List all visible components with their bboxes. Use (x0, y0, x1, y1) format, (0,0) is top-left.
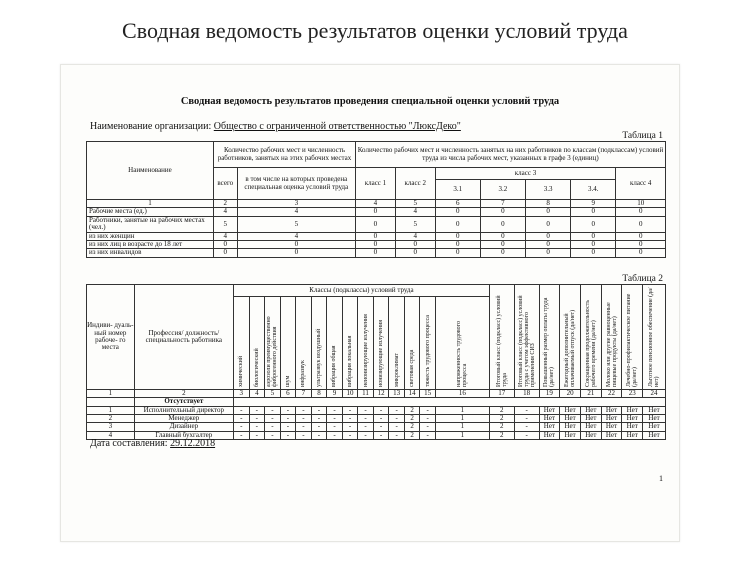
t2-cell: 2 (404, 423, 420, 431)
t1-cell: 0 (526, 216, 571, 232)
t2-section-label: Отсутствует (134, 398, 233, 406)
table1-label: Таблица 1 (622, 131, 663, 141)
t2-row-number: 3 (87, 423, 135, 431)
organization-line (90, 121, 461, 132)
t2-header-extra (489, 285, 514, 390)
t2-header-factor-label: вибрация общая (331, 345, 338, 387)
t2-cell: - (234, 423, 250, 431)
t2-column-number: 1 (87, 390, 135, 398)
t2-header-factor-label: шум (284, 375, 291, 387)
t2-row-number: 4 (87, 431, 135, 439)
t1-column-number: 5 (395, 200, 435, 208)
t2-header-extra-label: Лечебно-профилактическое питание (да/нет) (626, 293, 639, 387)
t2-cell: Нет (622, 415, 643, 423)
t2-header-factor-label: тяжесть трудового процесса (424, 315, 431, 387)
t2-cell: - (327, 415, 343, 423)
table-row (87, 406, 666, 414)
t2-cell: - (514, 415, 539, 423)
t2-cell: - (234, 406, 250, 414)
slide-title: Сводная ведомость результатов оценки условий труда (122, 18, 628, 43)
t1-row-label: Рабочие места (ед.) (87, 208, 214, 216)
t1-cell: 0 (571, 208, 616, 216)
t2-header-factor-label: аэрозоли преимущественно фиброгенного действия (266, 316, 279, 387)
t1-cell: 0 (395, 249, 435, 257)
t2-column-number: 2 (134, 390, 233, 398)
t2-header-extra-label: Итоговый класс (подкласс) условий труда (495, 295, 508, 387)
t2-header-factor (358, 297, 374, 390)
t2-cell: Нет (560, 406, 581, 414)
t2-cell: Нет (643, 423, 666, 431)
date-value: 29.12.2018 (170, 438, 216, 449)
t2-row-profession: Главный бухгалтер (134, 431, 233, 439)
t1-header-sub34: 3.4. (571, 180, 616, 200)
t2-cell: - (420, 406, 436, 414)
t1-column-number: 6 (435, 200, 480, 208)
t2-cell: Нет (601, 406, 622, 414)
t1-cell: 0 (571, 232, 616, 240)
t2-cell: Нет (643, 406, 666, 414)
t2-header-extra (622, 285, 643, 390)
t1-column-number: 4 (356, 200, 396, 208)
t1-row-label: Работники, занятые на рабочих местах (чел.) (87, 216, 214, 232)
t2-cell: 2 (489, 415, 514, 423)
t2-cell: Нет (580, 415, 601, 423)
t2-row-profession: Менеджер (134, 415, 233, 423)
t1-column-number: 9 (571, 200, 616, 208)
t1-column-number: 2 (213, 200, 237, 208)
t2-header-extra (580, 285, 601, 390)
t2-cell: - (389, 423, 405, 431)
t2-header-factor-label: химический (238, 355, 245, 387)
t2-header-factor (404, 297, 420, 390)
t2-cell: - (342, 431, 358, 439)
t2-cell: Нет (580, 431, 601, 439)
t2-cell: - (296, 423, 312, 431)
t2-cell: 2 (404, 431, 420, 439)
t1-column-number: 8 (526, 200, 571, 208)
table-row (87, 241, 666, 249)
t2-cell: - (327, 423, 343, 431)
t2-header-extra-label: Молоко или другие равноценные пищевые продукты (да/нет) (605, 302, 618, 387)
t1-header-sub31: 3.1 (435, 180, 480, 200)
t2-cell: - (280, 431, 296, 439)
t2-column-number: 4 (249, 390, 265, 398)
t1-header-name: Наименование (87, 142, 214, 200)
t2-cell: - (514, 431, 539, 439)
t2-header-extra (539, 285, 560, 390)
t2-cell: Нет (580, 423, 601, 431)
t2-cell: Нет (622, 423, 643, 431)
t2-column-number: 21 (580, 390, 601, 398)
t2-header-factor-label: биологический (253, 348, 260, 387)
table-row (87, 249, 666, 257)
t2-cell: - (358, 431, 374, 439)
t2-header-factor-label: микроклимат (393, 353, 400, 387)
t2-cell: - (265, 423, 281, 431)
t2-cell: 2 (404, 415, 420, 423)
t2-cell: - (280, 406, 296, 414)
t2-cell: - (296, 415, 312, 423)
t1-header-class4: класс 4 (616, 168, 666, 200)
t2-header-ind-no: Индиви- дуаль- ный номер рабоче- го места (87, 285, 135, 390)
t1-cell: 0 (571, 249, 616, 257)
t1-cell: 0 (480, 216, 525, 232)
t1-header-total: всего (213, 168, 237, 200)
t1-cell: 5 (213, 216, 237, 232)
t1-cell: 0 (213, 241, 237, 249)
t2-column-numbers (87, 390, 666, 398)
t2-cell: - (311, 415, 327, 423)
t1-cell: 5 (237, 216, 355, 232)
t2-cell: Нет (560, 415, 581, 423)
t2-header-factor (311, 297, 327, 390)
t1-cell: 0 (435, 208, 480, 216)
table-row (87, 415, 666, 423)
t2-cell: - (296, 431, 312, 439)
t1-cell: 0 (356, 208, 396, 216)
organization-name: Общество с ограниченной ответственностью "ЛюксДеко" (213, 121, 461, 132)
date-line (90, 438, 215, 449)
t2-header-factor (280, 297, 296, 390)
t1-cell: 0 (480, 232, 525, 240)
t2-cell: - (296, 406, 312, 414)
t2-header-factor-label: ультразвук воздушный (315, 328, 322, 387)
t2-header-factor (327, 297, 343, 390)
t2-section-row (87, 398, 666, 406)
t1-header-workplaces: Количество рабочих мест и численность работников, занятых на этих рабочих местах (213, 142, 355, 168)
t1-column-number: 7 (480, 200, 525, 208)
t2-cell: - (265, 406, 281, 414)
t2-column-number: 23 (622, 390, 643, 398)
t2-cell: - (311, 406, 327, 414)
t1-cell: 0 (356, 241, 396, 249)
t1-header-sub32: 3.2 (480, 180, 525, 200)
t1-cell: 4 (395, 232, 435, 240)
t2-column-number: 9 (327, 390, 343, 398)
t2-column-number: 20 (560, 390, 581, 398)
t2-column-number: 19 (539, 390, 560, 398)
t1-cell: 4 (213, 232, 237, 240)
t2-cell: - (280, 423, 296, 431)
t2-header-factor (373, 297, 389, 390)
t2-header-factor (265, 297, 281, 390)
t1-cell: 0 (526, 249, 571, 257)
t2-cell: - (514, 423, 539, 431)
t2-header-factor-label: вибрация локальная (347, 335, 354, 387)
document-scan (60, 64, 680, 542)
t2-cell: Нет (560, 431, 581, 439)
t2-cell: Нет (601, 415, 622, 423)
page-number: 1 (659, 474, 663, 483)
t2-column-number: 15 (420, 390, 436, 398)
t2-cell: - (373, 423, 389, 431)
t1-header-class2: класс 2 (395, 168, 435, 200)
t2-cell: - (327, 406, 343, 414)
t2-header-factor (420, 297, 436, 390)
t2-cell: - (249, 406, 265, 414)
t2-column-number: 5 (265, 390, 281, 398)
t2-cell: Нет (539, 423, 560, 431)
t2-cell: - (265, 431, 281, 439)
t2-column-number: 6 (280, 390, 296, 398)
t2-cell: - (234, 415, 250, 423)
t1-header-class1: класс 1 (356, 168, 396, 200)
t2-column-number: 14 (404, 390, 420, 398)
t1-header-classes: Количество рабочих мест и численность занятых на них работников по классам (подклассам) условий труда из числа рабочих мест, указанных в графе 3 (единиц) (356, 142, 666, 168)
t2-cell: - (249, 431, 265, 439)
t1-body (87, 208, 666, 257)
t2-cell: 2 (489, 431, 514, 439)
t2-cell: - (514, 406, 539, 414)
t2-header-factor-label: напряженность трудового процесса (456, 321, 469, 387)
t1-cell: 0 (616, 249, 666, 257)
t1-column-numbers (87, 200, 666, 208)
t2-row-number: 2 (87, 415, 135, 423)
t2-header-profession: Профессия/ должность/ специальность работника (134, 285, 233, 390)
t2-cell: - (389, 431, 405, 439)
t2-header-extra-label: Сокращенная продолжительность рабочего времени (да/нет) (584, 300, 597, 387)
t2-column-number: 22 (601, 390, 622, 398)
t2-cell: - (389, 406, 405, 414)
t2-column-number: 24 (643, 390, 666, 398)
t1-column-number: 3 (237, 200, 355, 208)
t2-header-extra-label: Льготное пенсионное обеспечение (да/нет) (648, 287, 661, 387)
t2-cell: - (311, 431, 327, 439)
table-row (87, 216, 666, 232)
date-label: Дата составления: (90, 438, 168, 449)
t2-cell: 2 (404, 406, 420, 414)
t2-row-profession: Дизайнер (134, 423, 233, 431)
t2-header-factor (342, 297, 358, 390)
t2-cell: Нет (580, 406, 601, 414)
t1-cell: 0 (435, 232, 480, 240)
t2-header-extra-label: Итоговый класс (подкласс) условий труда с учетом эффективного применения СИЗ (517, 295, 536, 387)
t2-cell: - (420, 423, 436, 431)
t1-row-label: из них инвалидов (87, 249, 214, 257)
t2-row-profession: Исполнительный директор (134, 406, 233, 414)
t2-column-number: 18 (514, 390, 539, 398)
t2-cell: Нет (643, 431, 666, 439)
t2-cell: - (373, 431, 389, 439)
t1-column-number: 1 (87, 200, 214, 208)
t2-cell: - (327, 431, 343, 439)
t1-cell: 0 (526, 208, 571, 216)
t1-header-sub33: 3.3 (526, 180, 571, 200)
t2-cell: Нет (601, 431, 622, 439)
t2-cell: - (249, 423, 265, 431)
t2-header-factor (249, 297, 265, 390)
t2-cell: Нет (622, 406, 643, 414)
t2-header-extra (643, 285, 666, 390)
t1-cell: 0 (571, 216, 616, 232)
t1-cell: 0 (616, 216, 666, 232)
t2-header-extra (601, 285, 622, 390)
summary-table-1 (86, 141, 666, 258)
t2-column-number: 13 (389, 390, 405, 398)
t1-cell: 5 (395, 216, 435, 232)
t2-header-factor (435, 297, 489, 390)
t1-cell: 0 (356, 216, 396, 232)
t2-column-number: 11 (358, 390, 374, 398)
t2-cell: - (373, 415, 389, 423)
t2-cell: 1 (435, 423, 489, 431)
t1-cell: 4 (213, 208, 237, 216)
table-row (87, 232, 666, 240)
t2-header-extra (560, 285, 581, 390)
t1-cell: 0 (480, 241, 525, 249)
t1-cell: 0 (435, 216, 480, 232)
t1-row-label: из них женщин (87, 232, 214, 240)
t2-cell: - (373, 406, 389, 414)
t2-header-factor (296, 297, 312, 390)
t2-cell: Нет (560, 423, 581, 431)
t2-cell: - (342, 415, 358, 423)
table-row (87, 423, 666, 431)
t2-column-number: 12 (373, 390, 389, 398)
t2-cell: 2 (489, 406, 514, 414)
t2-header-extra-label: Ежегодный дополнительный оплачиваемый отпуск (да/нет) (564, 309, 577, 387)
t1-cell: 0 (616, 208, 666, 216)
t2-column-number: 10 (342, 390, 358, 398)
table-row (87, 208, 666, 216)
t2-row-number: 1 (87, 406, 135, 414)
t2-cell: - (265, 415, 281, 423)
t1-cell: 0 (395, 241, 435, 249)
t1-cell: 0 (526, 241, 571, 249)
t2-cell: - (420, 415, 436, 423)
t2-header-factor-label: световая среда (409, 349, 416, 387)
t2-cell: - (358, 406, 374, 414)
t2-column-number: 17 (489, 390, 514, 398)
t1-cell: 0 (356, 232, 396, 240)
t2-cell: - (358, 423, 374, 431)
t2-cell: - (234, 431, 250, 439)
summary-table-2 (86, 284, 666, 440)
t2-cell: Нет (601, 423, 622, 431)
t1-cell: 0 (237, 241, 355, 249)
t1-cell: 0 (616, 232, 666, 240)
document-heading: Сводная ведомость результатов проведения специальной оценки условий труда (180, 96, 560, 107)
t1-column-number: 10 (616, 200, 666, 208)
t2-header-factor-label: инфразвук (300, 360, 307, 387)
t2-cell: - (342, 406, 358, 414)
t2-cell: - (249, 415, 265, 423)
t1-cell: 4 (237, 208, 355, 216)
t2-cell: 1 (435, 431, 489, 439)
t2-header-factor (389, 297, 405, 390)
t2-cell: - (358, 415, 374, 423)
t2-cell: Нет (539, 415, 560, 423)
organization-label: Наименование организации: (90, 121, 212, 132)
t2-header-extra (514, 285, 539, 390)
t1-cell: 0 (435, 241, 480, 249)
t1-row-label: из них лиц в возрасте до 18 лет (87, 241, 214, 249)
t2-header-factor-label: неионизирующие излучения (362, 314, 369, 387)
t1-cell: 0 (356, 249, 396, 257)
t2-cell: Нет (643, 415, 666, 423)
t2-header-factor-label: ионизирующие излучения (378, 319, 385, 387)
t1-header-class3: класс 3 (435, 168, 616, 180)
t2-header-extra-label: Повышенный размер оплаты труда (да/нет) (543, 297, 556, 387)
t1-cell: 4 (395, 208, 435, 216)
t2-cell: - (389, 415, 405, 423)
t2-cell: Нет (539, 431, 560, 439)
t2-cell: - (420, 431, 436, 439)
t1-cell: 4 (237, 232, 355, 240)
t1-cell: 0 (616, 241, 666, 249)
t2-cell: - (280, 415, 296, 423)
t2-column-number: 16 (435, 390, 489, 398)
t2-cell: - (342, 423, 358, 431)
t2-cell: 1 (435, 406, 489, 414)
table2-label: Таблица 2 (622, 274, 663, 284)
t2-cell: 1 (435, 415, 489, 423)
t1-cell: 0 (237, 249, 355, 257)
t1-cell: 0 (571, 241, 616, 249)
t2-column-number: 7 (296, 390, 312, 398)
t2-column-number: 8 (311, 390, 327, 398)
t1-cell: 0 (213, 249, 237, 257)
t2-header-factor (234, 297, 250, 390)
t1-cell: 0 (480, 208, 525, 216)
t2-header-classes: Классы (подклассы) условий труда (234, 285, 490, 297)
t1-cell: 0 (480, 249, 525, 257)
t2-cell: Нет (539, 406, 560, 414)
t1-cell: 0 (435, 249, 480, 257)
t2-cell: Нет (622, 431, 643, 439)
t2-cell: - (311, 423, 327, 431)
t1-cell: 0 (526, 232, 571, 240)
t2-column-number: 3 (234, 390, 250, 398)
t2-cell: 2 (489, 423, 514, 431)
t1-header-including: в том числе на которых проведена специальная оценка условий труда (237, 168, 355, 200)
t2-body (87, 406, 666, 439)
